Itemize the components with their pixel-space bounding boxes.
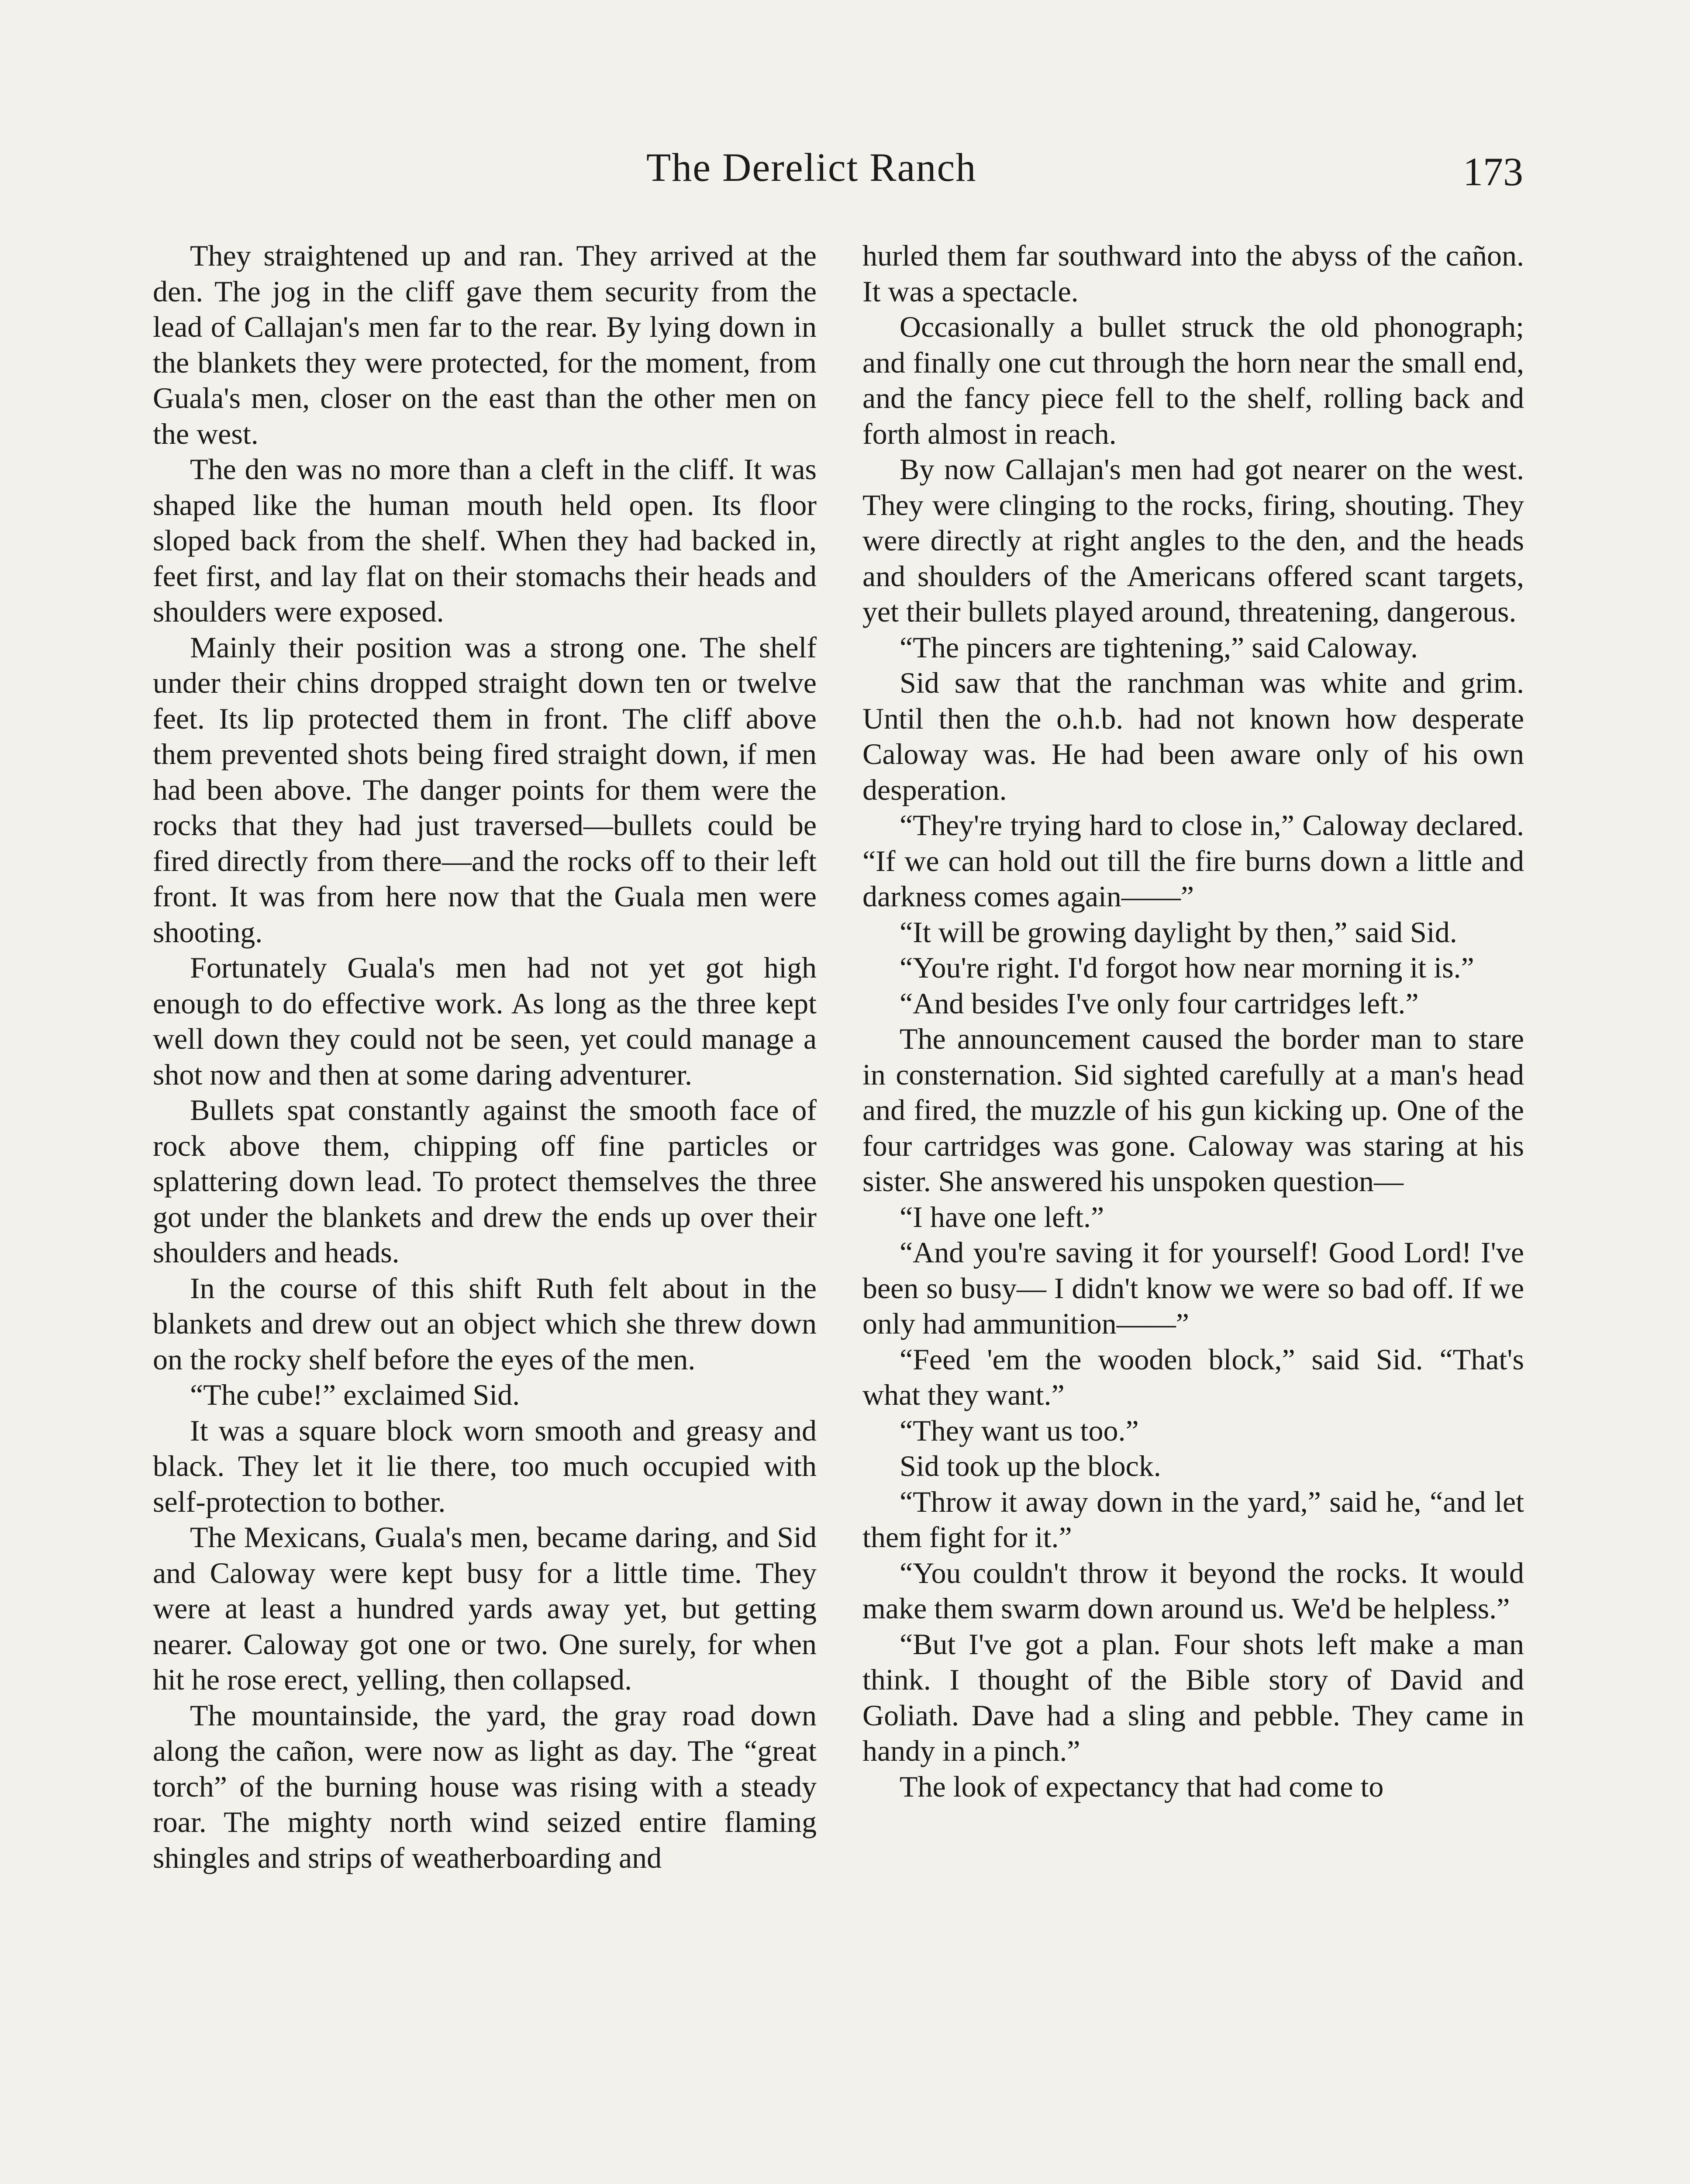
paragraph: “They want us too.”: [900, 1413, 1139, 1447]
page-number: 173: [1463, 149, 1523, 194]
paragraph: “Feed 'em the wooden block,” said Sid. “That's what they want.”: [862, 1342, 1524, 1411]
paragraph: “The cube!” exclaimed Sid.: [190, 1378, 520, 1411]
paragraph: Sid took up the block.: [900, 1449, 1161, 1482]
paragraph: The Mexicans, Guala's men, became daring, and Sid and Caloway were kept busy for a little time. They were at least a hundred yards away yet, but getting nearer. Caloway got one or two. One surely, for when hit he rose erect, yelling, then collapsed.: [153, 1521, 817, 1696]
paragraph: They straightened up and ran. They arrived at the den. The jog in the cliff gave them security from the lead of Callajan's men far to the rear. By lying down in the blankets they were protected, for the moment, from Guala's men, closer on the east than the other men on the west.: [153, 239, 817, 450]
paragraph: “The pincers are tightening,” said Caloway.: [900, 630, 1418, 664]
paragraph: Sid saw that the ranchman was white and grim. Until then the o.h.b. had not known how desperate Caloway was. He had been aware only of his own desperation.: [862, 666, 1524, 806]
paragraph: Mainly their position was a strong one. The shelf under their chins dropped straight down ten or twelve feet. Its lip protected them in front. The cliff above them prevented shots being fired straight down, if men had been above. The danger points for them were the rocks that they had just traversed—bullets could be fired directly from there—and the rocks off to their left front. It was from here now that the Guala men were shooting.: [153, 630, 817, 949]
paragraph: “They're trying hard to close in,” Caloway declared. “If we can hold out till the fire burns down a little and darkness comes again——”: [862, 809, 1524, 913]
paragraph: The look of expectancy that had come to: [900, 1769, 1384, 1803]
right-column: [862, 238, 1524, 1804]
paragraph: In the course of this shift Ruth felt about in the blankets and drew out an object which she threw down on the rocky shelf before the eyes of the men.: [153, 1271, 817, 1376]
paragraph: Occasionally a bullet struck the old phonograph; and finally one cut through the horn near the small end, and the fancy piece fell to the shelf, rolling back and forth almost in reach.: [862, 310, 1524, 450]
paragraph: The den was no more than a cleft in the cliff. It was shaped like the human mouth held open. Its floor sloped back from the shelf. When they had backed in, feet first, and lay flat on their stomachs their heads and shoulders were exposed.: [153, 453, 817, 628]
paragraph: “And you're saving it for yourself! Good Lord! I've been so busy— I didn't know we were so bad off. If we only had ammunition——”: [862, 1236, 1524, 1340]
paragraph: “You're right. I'd forgot how near morning it is.”: [900, 951, 1474, 984]
paragraph: By now Callajan's men had got nearer on the west. They were clinging to the rocks, firing, shouting. They were directly at right angles to the den, and the heads and shoulders of the Americans offered scant targets, yet their bullets played around, threatening, dangerous.: [862, 453, 1524, 628]
paragraph: “It will be growing daylight by then,” said Sid.: [900, 915, 1457, 949]
paragraph: The mountainside, the yard, the gray road down along the cañon, were now as light as day. The “great torch” of the burning house was rising with a steady roar. The mighty north wind seized entire flaming shingles and strips of weatherboarding and: [153, 1698, 817, 1874]
paragraph: hurled them far southward into the abyss of the cañon. It was a spectacle.: [862, 239, 1524, 308]
paragraph: It was a square block worn smooth and greasy and black. They let it lie there, too much occupied with self-protection to bother.: [153, 1413, 817, 1518]
paragraph: “But I've got a plan. Four shots left make a man think. I thought of the Bible story of David and Goliath. Dave had a sling and pebble. They came in handy in a pinch.”: [862, 1627, 1524, 1767]
paragraph: Bullets spat constantly against the smooth face of rock above them, chipping off fine particles or splattering down lead. To protect themselves the three got under the blankets and drew the ends up over their shoulders and heads.: [153, 1093, 817, 1269]
paragraph: “I have one left.”: [900, 1200, 1104, 1234]
paragraph: Fortunately Guala's men had not yet got high enough to do effective work. As long as the three kept well down they could not be seen, yet could manage a shot now and then at some daring adventurer.: [153, 951, 817, 1091]
paragraph: “You couldn't throw it beyond the rocks. It would make them swarm down around us. We'd be helpless.”: [862, 1556, 1524, 1625]
paragraph: “Throw it away down in the yard,” said he, “and let them fight for it.”: [862, 1485, 1524, 1554]
paragraph: The announcement caused the border man to stare in consternation. Sid sighted carefully at a man's head and fired, the muzzle of his gun kicking up. One of the four cartridges was gone. Caloway was staring at his sister. She answered his unspoken question—: [862, 1022, 1524, 1198]
running-title: The Derelict Ranch: [646, 145, 977, 190]
paragraph: “And besides I've only four cartridges left.”: [900, 986, 1419, 1020]
left-column: [153, 238, 817, 1876]
